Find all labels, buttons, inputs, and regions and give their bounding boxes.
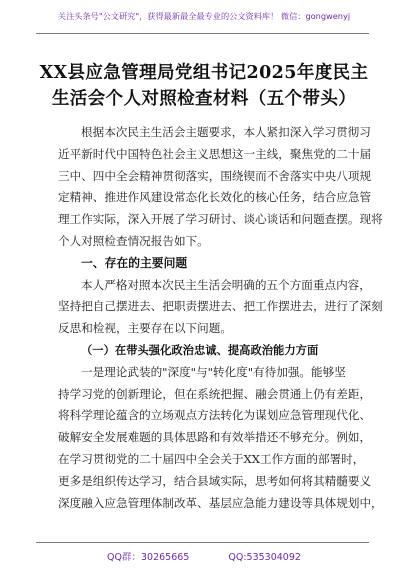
paragraph-line: 根据本次民主生活会主题要求，本人紧扣深入学习贯彻习 xyxy=(81,125,371,139)
paragraph-line: 定精神、推进作风建设常态化长效化的核心任务，结合应急管 xyxy=(58,190,372,205)
paragraph-line: 三中、四中全会精神贯彻落实，围绕锲而不舍落实中央八项规 xyxy=(58,168,372,183)
footer-contact xyxy=(0,549,408,563)
footer-qq-group: QQ群：30265665 xyxy=(107,552,190,563)
title-line: XX县应急管理局党组书记2025年度民主 xyxy=(39,63,369,83)
document-body xyxy=(58,122,383,514)
footer-qq: QQ:535304092 xyxy=(228,552,301,563)
paragraph-line: 破解安全发展难题的具体思路和有效举措还不够充分。例如， xyxy=(58,430,372,445)
title-line: 生活会个人对照检查材料（五个带头） xyxy=(51,89,357,109)
paragraph-line: 持学习党的创新理论，但在系统把握、融会贯通上仍有差距， xyxy=(58,386,372,401)
subsection-heading: （一）在带头强化政治忠诚、提高政治能力方面 xyxy=(81,343,319,357)
paragraph-line: 深度融入应急管理体制改革、基层应急能力建设等具体规划中， xyxy=(58,495,383,510)
section-heading: 一、存在的主要问题 xyxy=(81,255,188,270)
document-title xyxy=(34,60,374,112)
footer-divider xyxy=(36,542,369,543)
paragraph-line: 一是理论武装的"深度"与"转化度"有待加强。能够坚 xyxy=(81,364,346,379)
paragraph-line: 在学习贯彻党的二十届四中全会关于XX工作方面的部署时， xyxy=(58,451,365,466)
paragraph-line: 本人严格对照本次民主生活会明确的五个方面重点内容， xyxy=(81,277,371,292)
header-divider xyxy=(36,33,369,34)
paragraph-line: 将科学理论蕴含的立场观点方法转化为谋划应急管理现代化、 xyxy=(58,408,372,423)
paragraph-line: 个人对照检查情况报告如下。 xyxy=(58,233,209,248)
paragraph-line: 坚持把自己摆进去、把职责摆进去、把工作摆进去，进行了深刻 xyxy=(58,299,383,314)
paragraph-line: 反思和检视，主要存在以下问题。 xyxy=(58,321,232,336)
paragraph-line: 理工作实际，深入开展了学习研讨、谈心谈话和问题查摆。现将 xyxy=(58,212,383,227)
paragraph-line: 更多是组织传达学习，结合县域实际，思考如何将其精髓要义 xyxy=(58,473,372,488)
paragraph-line: 近平新时代中国特色社会主义思想这一主线，聚焦党的二十届 xyxy=(58,146,372,161)
header-promo-banner: 关注头条号"公文研究"，获得最新最全最专业的公文资料库！ 微信：gongwenyj xyxy=(57,11,351,21)
